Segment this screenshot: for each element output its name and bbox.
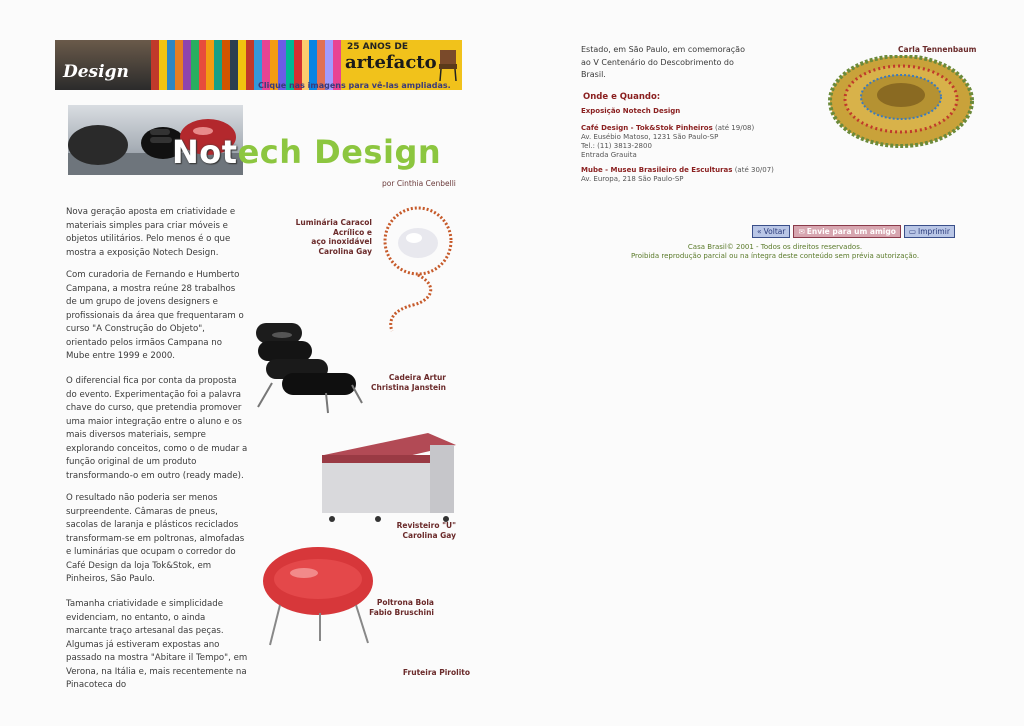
caption-cadeira: Cadeira Artur Christina Janstein <box>371 373 446 392</box>
print-button-label: Imprimir <box>917 227 950 236</box>
action-buttons <box>752 225 955 237</box>
poltrona-bola-image[interactable] <box>260 545 375 649</box>
luminaria-caracol-image[interactable] <box>378 205 460 335</box>
printer-icon: ▭ <box>908 227 916 236</box>
cadeira-artur-image[interactable] <box>252 315 364 415</box>
banner-brand: artefacto <box>345 52 437 73</box>
title-part1: Not <box>172 133 238 171</box>
send-to-friend-button[interactable] <box>793 225 900 238</box>
caption-poltrona: Poltrona Bola Fabio Bruschini <box>369 598 434 617</box>
photo-caption-carla: Carla Tennenbaum <box>898 45 977 54</box>
caption-revisteiro: Revisteiro "U" Carolina Gay <box>396 521 456 540</box>
venue-1-address: Av. Eusébio Matoso, 1231 São Paulo-SP <box>581 133 719 141</box>
venue-1-tel: Tel.: (11) 3813-2800 <box>581 142 652 150</box>
revisteiro-u-image[interactable] <box>318 425 460 525</box>
paragraph-2: Com curadoria de Fernando e Humberto Campana, a mostra reúne 28 trabalhos de um grupo de jovens designers e profissionais da área que frequentaram o curso "A Construção do Objeto", orientado pelos irmãos Campana no Mube entre 1999 e 2000. <box>66 270 244 361</box>
venue-1-date: (até 19/08) <box>715 124 755 132</box>
chair-icon <box>437 48 459 82</box>
paragraph-5: Tamanha criatividade e simplicidade evidenciam, no entanto, o ainda marcante traço artesanal das peças. Algumas já estiveram expostas ano passado na mostra "Abitare il Tempo", em Verona, na Itália e, mais recentemente na Pinacoteca do <box>66 599 248 690</box>
paragraph-4: O resultado não poderia ser menos surpreendente. Câmaras de pneus, sacolas de laranja e plásticos reciclados transformam-se em poltronas, almofadas e luminárias que ocupam o corredor do Café Design da loja Tok&Stok, em Pinheiros, São Paulo. <box>66 493 245 584</box>
venue-1 <box>581 124 801 160</box>
venue-1-entry: Entrada Grauita <box>581 151 637 159</box>
article-title <box>172 133 441 171</box>
print-button[interactable] <box>904 225 955 238</box>
venue-2-address: Av. Europa, 218 São Paulo-SP <box>581 175 684 183</box>
enlarge-hint: Clique nas imagens para vê-las ampliadas. <box>258 81 451 90</box>
caption-fruteira: Fruteira Pirolito <box>402 668 470 677</box>
paragraph-3: O diferencial fica por conta da proposta do evento. Experimentação foi a palavra chave do curso, que pretendia promover uma maior integração entre o aluno e os mais diversos materiais, sempre explorando conceitos, como o de mudar a função original de um produto transformando-o em outro (ready made). <box>66 376 248 481</box>
venue-2 <box>581 166 821 184</box>
banner-anos: 25 ANOS DE <box>347 42 409 52</box>
woven-bowl-image[interactable] <box>828 55 974 150</box>
back-button[interactable] <box>752 225 790 238</box>
byline: por Cinthia Cenbelli <box>382 179 456 188</box>
copyright-line: Casa Brasil© 2001 - Todos os direitos reservados. <box>687 243 863 251</box>
venue-1-name: Café Design - Tok&Stok Pinheiros <box>581 124 713 132</box>
caption-luminaria: Luminária Caracol Acrílico e aço inoxidável Carolina Gay <box>295 218 372 256</box>
rights-line: Proibida reprodução parcial ou na íntegra deste conteúdo sem prévia autorização. <box>630 252 920 260</box>
back-button-label: Voltar <box>763 227 786 236</box>
expo-title: Exposição Notech Design <box>581 107 681 115</box>
venue-2-date: (até 30/07) <box>734 166 774 174</box>
onde-quando-heading: Onde e Quando: <box>583 92 661 102</box>
envelope-icon: ✉ <box>798 227 805 236</box>
title-part2: ech Design <box>237 133 442 171</box>
back-arrow-icon: « <box>757 227 762 236</box>
banner-design-label: Design <box>63 62 129 82</box>
continuation-text: Estado, em São Paulo, em comemoração ao V Centenário do Descobrimento do Brasil. <box>581 45 745 79</box>
paragraph-1: Nova geração aposta em criatividade e materiais simples para criar móveis e objetos utilitários. Pelo menos é o que mostra a exposição Notech Design. <box>66 207 236 258</box>
send-button-label: Envie para um amigo <box>806 227 896 236</box>
venue-2-name: Mube - Museu Brasileiro de Esculturas <box>581 166 733 174</box>
